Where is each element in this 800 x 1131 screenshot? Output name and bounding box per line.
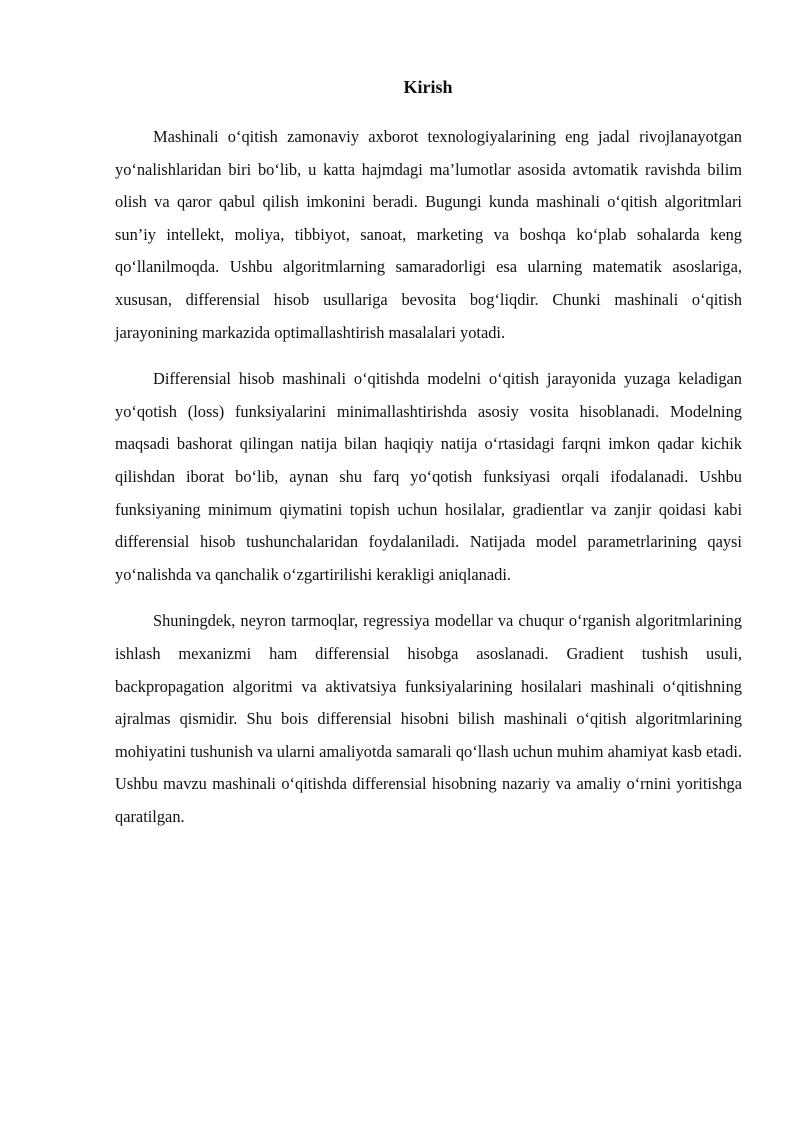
page-title: Kirish [403, 77, 453, 97]
document-body [115, 121, 742, 847]
paragraph-1: Mashinali o‘qitish zamonaviy axborot texnologiyalarining eng jadal rivojlanayotgan yo‘nalishlaridan biri bo‘lib, u katta hajmdagi ma’lumotlar asosida avtomatik ravishda bilim olish va qaror qabul qilish imkonini beradi. Bugungi kunda mashinali o‘qitish algoritmlari sun’iy intellekt, moliya, tibbiyot, sanoat, marketing va boshqa ko‘plab sohalarda keng qo‘llanilmoqda. Ushbu algoritmlarning samaradorligi esa ularning matematik asoslariga, xususan, differensial hisob usullariga bevosita bog‘liqdir. Chunki mashinali o‘qitish jarayonining markazida optimallashtirish masalalari yotadi. [115, 127, 742, 342]
paragraph-3: Shuningdek, neyron tarmoqlar, regressiya modellar va chuqur o‘rganish algoritmlarining ishlash mexanizmi ham differensial hisobga asoslanadi. Gradient tushish usuli, backpropagation algoritmi va aktivatsiya funksiyalarining hosilalari mashinali o‘qitishning ajralmas qismidir. Shu bois differensial hisobni bilish mashinali o‘qitish algoritmlarining mohiyatini tushunish va ularni amaliyotda samarali qo‘llash uchun muhim ahamiyat kasb etadi. Ushbu mavzu mashinali o‘qitishda differensial hisobning nazariy va amaliy o‘rnini yoritishga qaratilgan. [115, 611, 742, 826]
paragraph-2: Differensial hisob mashinali o‘qitishda modelni o‘qitish jarayonida yuzaga keladigan yo‘qotish (loss) funksiyalarini minimallashtirishda asosiy vosita hisoblanadi. Modelning maqsadi bashorat qilingan natija bilan haqiqiy natija o‘rtasidagi farqni imkon qadar kichik qilishdan iborat bo‘lib, aynan shu farq yo‘qotish funksiyasi orqali ifodalanadi. Ushbu funksiyaning minimum qiymatini topish uchun hosilalar, gradientlar va zanjir qoidasi kabi differensial hisob tushunchalaridan foydalaniladi. Natijada model parametrlarining qaysi yo‘nalishda va qanchalik o‘zgartirilishi kerakligi aniqlanadi. [115, 369, 742, 584]
